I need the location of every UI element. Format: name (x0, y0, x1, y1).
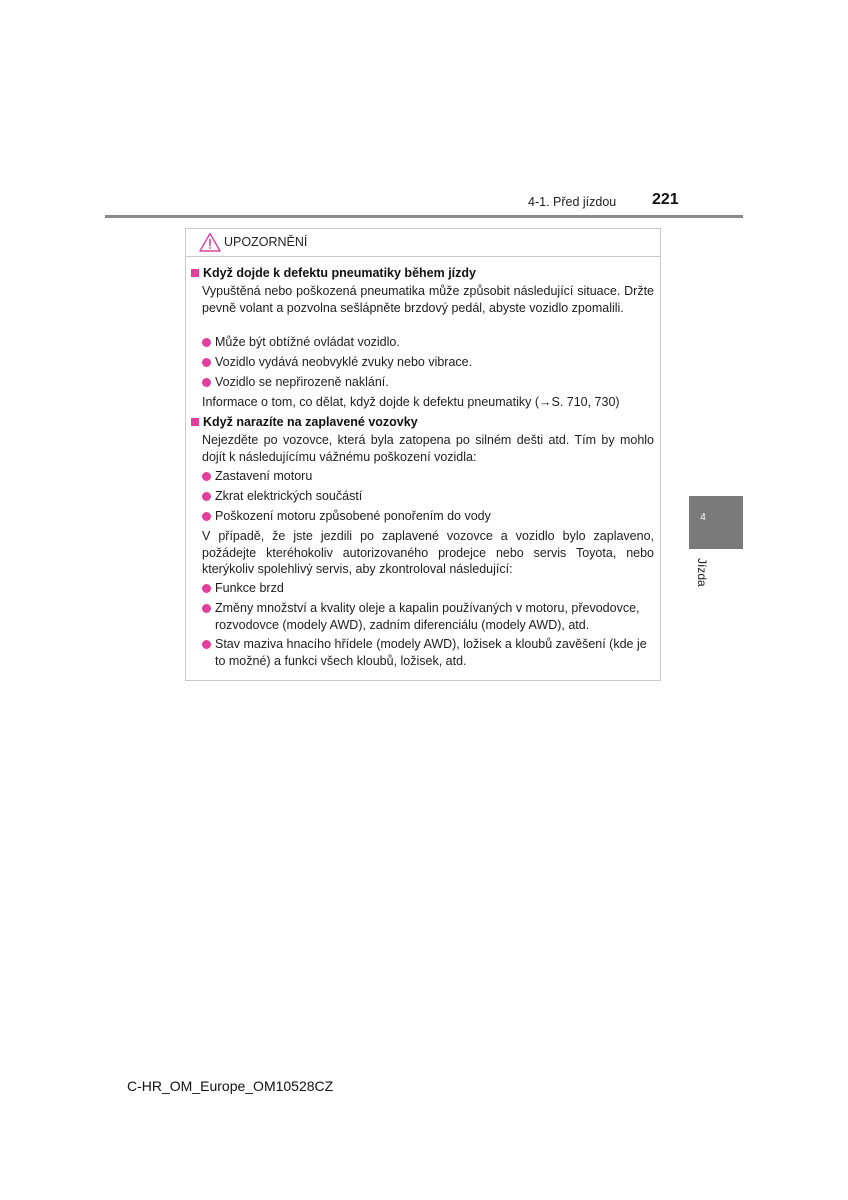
list-item-text: Vozidlo se nepřirozeně naklání. (215, 375, 389, 389)
list-item-text: Může být obtížné ovládat vozidlo. (215, 335, 400, 349)
bullet-dot-icon (202, 378, 211, 387)
bullet-dot-icon (202, 472, 211, 481)
list-item-text: Poškození motoru způsobené ponořením do vody (215, 509, 491, 523)
section-heading-text: Když dojde k defektu pneumatiky během jízdy (203, 266, 476, 280)
list-item-text: Funkce brzd (215, 581, 284, 595)
bullet-dot-icon (202, 338, 211, 347)
list-item-text: Zkrat elektrických součástí (215, 489, 363, 503)
list-item (202, 334, 658, 351)
page-number: 221 (652, 191, 679, 208)
header-rule (105, 215, 743, 218)
header-section-title: 4-1. Před jízdou (528, 195, 617, 209)
bullet-dot-icon (202, 584, 211, 593)
caution-box (185, 228, 661, 681)
list-item (202, 354, 658, 371)
flat-tire-intro: Vypuštěná nebo poškozená pneumatika může způsobit následující situace. Držte pevně volant a pozvolna sešlápněte brzdový pedál, abyste vozidlo zpomalili. (202, 284, 654, 315)
section-heading-flat-tire (191, 266, 476, 280)
caution-header (186, 229, 660, 257)
list-item (202, 580, 658, 597)
chapter-number: 4 (700, 512, 706, 523)
list-item (202, 374, 658, 391)
flooded-roads-intro: Nejezděte po vozovce, která byla zatopena po silném dešti atd. Tím by mohlo dojít k následujícímu vážnému poškození vozidla: (202, 433, 654, 464)
bullet-dot-icon (202, 512, 211, 521)
square-bullet-icon (191, 269, 199, 277)
list-item (202, 636, 658, 669)
square-bullet-icon (191, 418, 199, 426)
list-item-text: Změny množství a kvality oleje a kapalin používaných v motoru, převodovce, rozvodovce (modely AWD), zadním diferenciálu (modely AWD), atd. (215, 601, 640, 632)
caution-title: UPOZORNĚNÍ (224, 235, 308, 249)
bullet-dot-icon (202, 492, 211, 501)
list-item (202, 468, 658, 485)
chapter-tab (689, 496, 743, 549)
list-item (202, 488, 658, 505)
warning-triangle-icon (199, 232, 221, 252)
list-item (202, 508, 658, 525)
list-item-text: Vozidlo vydává neobvyklé zvuky nebo vibrace. (215, 355, 473, 369)
list-item (202, 600, 658, 633)
bullet-dot-icon (202, 358, 211, 367)
section-heading-flooded-roads (191, 415, 418, 429)
flat-tire-note: Informace o tom, co dělat, když dojde k defektu pneumatiky (→S. 710, 730) (202, 395, 620, 409)
bullet-dot-icon (202, 640, 211, 649)
section-heading-text: Když narazíte na zaplavené vozovky (203, 415, 418, 429)
chapter-label: Jízda (695, 558, 709, 587)
flooded-roads-paragraph: V případě, že jste jezdili po zaplavené vozovce a vozidlo bylo zaplaveno, požádejte kteréhokoliv autorizovaného prodejce nebo servis Toyota, nebo kterýkoliv spolehlivý servis, aby zkontroloval následující: (202, 529, 654, 576)
list-item-text: Stav maziva hnacího hřídele (modely AWD), ložisek a kloubů zavěšení (kde je to možné) a funkci všech kloubů, ložisek, atd. (215, 637, 647, 668)
footer-document-code: C-HR_OM_Europe_OM10528CZ (127, 1078, 334, 1094)
list-item-text: Zastavení motoru (215, 469, 313, 483)
bullet-dot-icon (202, 604, 211, 613)
